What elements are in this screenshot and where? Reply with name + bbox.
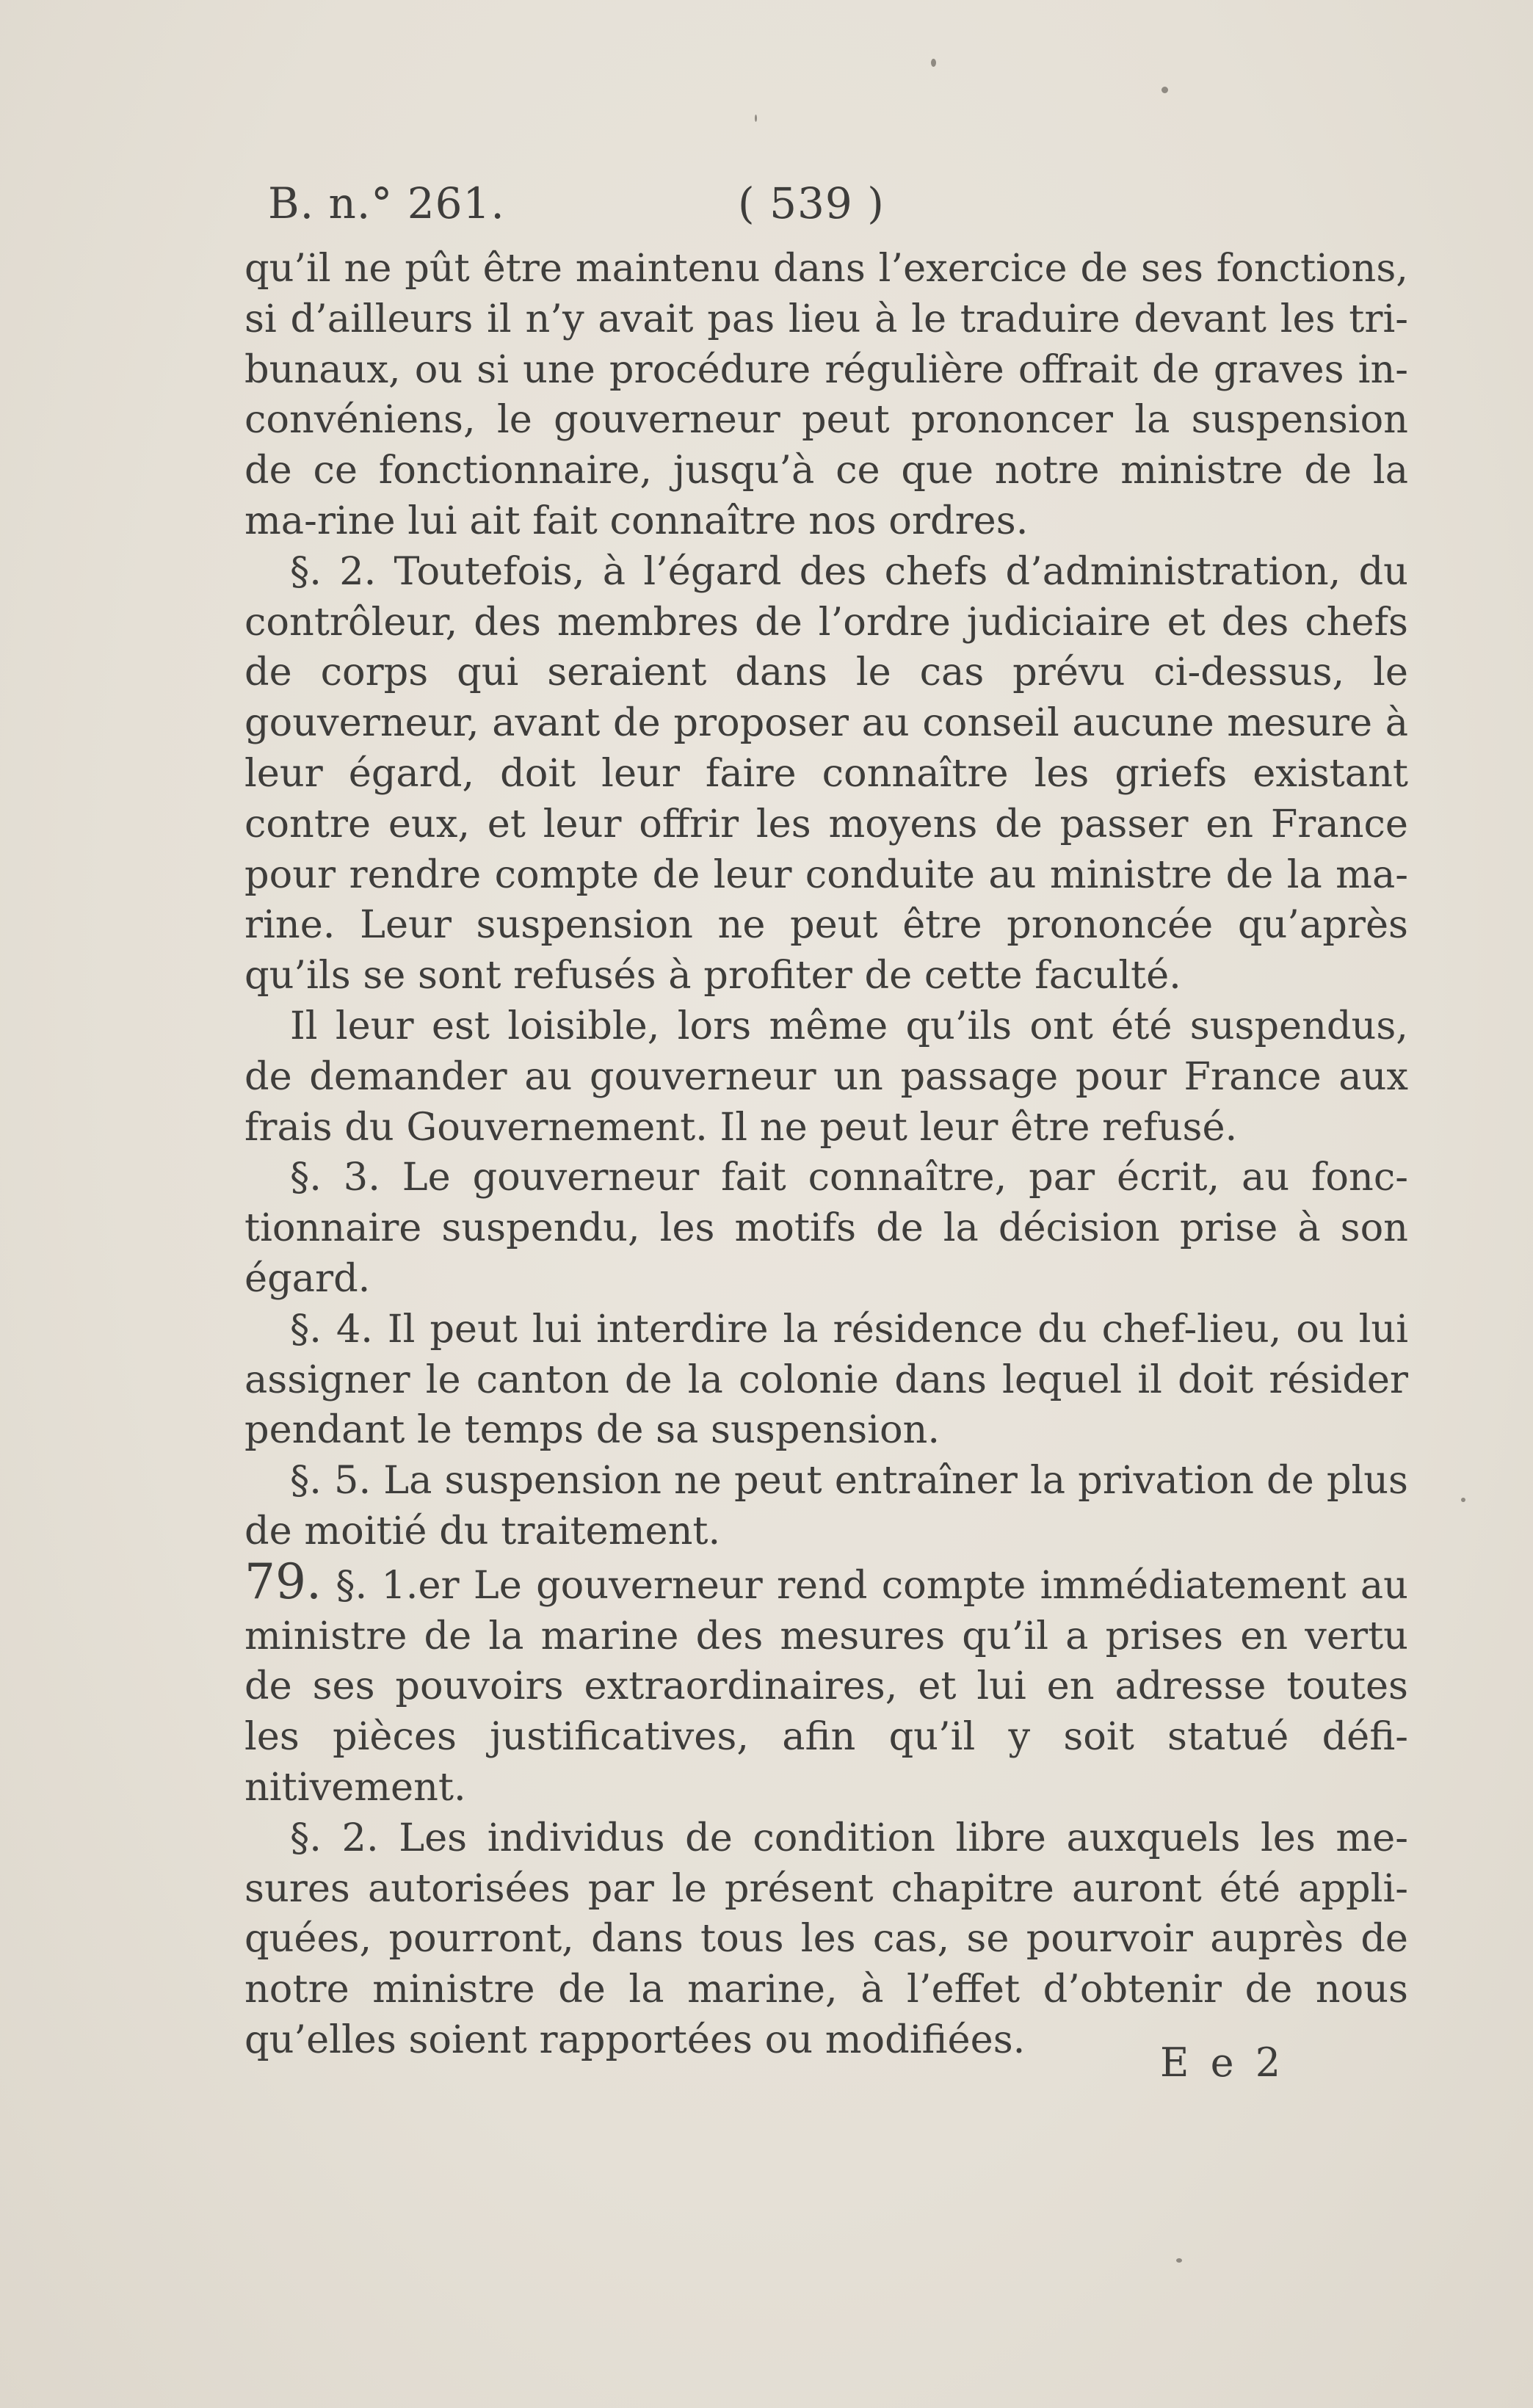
paper-speck (755, 115, 757, 122)
paragraph-section-5: §. 5. La suspension ne peut entraîner la privation de plus de moitié du traitement. (244, 1458, 1408, 1553)
paragraph-passage-right: Il leur est loisible, lors même qu’ils ont été suspendus, de demander au gouverneur un passage pour France aux frais du Gouvernement. Il ne peut leur être refusé. (244, 1003, 1408, 1150)
paper-speck (931, 59, 936, 67)
article-79 (244, 1553, 1408, 1813)
page-number: ( 539 ) (738, 178, 885, 228)
paragraph-continuation: qu’il ne pût être maintenu dans l’exercice de ses fonctions, si d’ailleurs il n’y avait pas lieu à le traduire devant les tri-bunaux, ou si une procédure régulière offrait de graves in-convéniens, le gouverneur peut prononcer la suspension de ce fonctionnaire, jusqu’à ce que notre ministre de la ma-rine lui ait fait connaître nos ordres. (244, 246, 1408, 543)
article-number: 79. (244, 1553, 322, 1610)
paragraph-section-4: §. 4. Il peut lui interdire la résidence du chef-lieu, ou lui assigner le canton de la colonie dans lequel il doit résider pendant le temps de sa suspension. (244, 1306, 1408, 1453)
article-79-text: §. 1.er Le gouverneur rend compte immédiatement au ministre de la marine des mesures qu’il a prises en vertu de ses pouvoirs extraordinaires, et lui en adresse toutes les pièces justificatives, afin qu’il y soit statué défi-nitivement. (244, 1562, 1408, 1810)
paper-speck (1161, 87, 1168, 93)
paragraph-section-2: §. 2. Toutefois, à l’égard des chefs d’administration, du contrôleur, des membres de l’ordre judiciaire et des chefs de corps qui seraient dans le cas prévu ci-dessus, le gouverneur, avant de proposer au conseil aucune mesure à leur égard, doit leur faire connaître les griefs existant contre eux, et leur offrir les moyens de passer en France pour rendre compte de leur conduite au ministre de la ma-rine. Leur suspension ne peut être prononcée qu’après qu’ils se sont refusés à profiter de cette faculté. (244, 548, 1408, 998)
signature-mark: E e 2 (1160, 2039, 1286, 2086)
body-text (244, 244, 1408, 2066)
bulletin-reference: B. n.° 261. (268, 178, 505, 228)
paragraph-section-3: §. 3. Le gouverneur fait connaître, par écrit, au fonc-tionnaire suspendu, les motifs de la décision prise à son égard. (244, 1155, 1408, 1301)
page-header (268, 178, 1406, 237)
paper-speck (1176, 2258, 1182, 2263)
paragraph-79-section-2: §. 2. Les individus de condition libre auxquels les me-sures autorisées par le présent chapitre auront été appli-quées, pourront, dans tous les cas, se pourvoir auprès de notre ministre de la marine, à l’effet d’obtenir de nous qu’elles soient rapportées ou modifiées. (244, 1815, 1408, 2062)
paper-speck (1461, 1498, 1465, 1502)
